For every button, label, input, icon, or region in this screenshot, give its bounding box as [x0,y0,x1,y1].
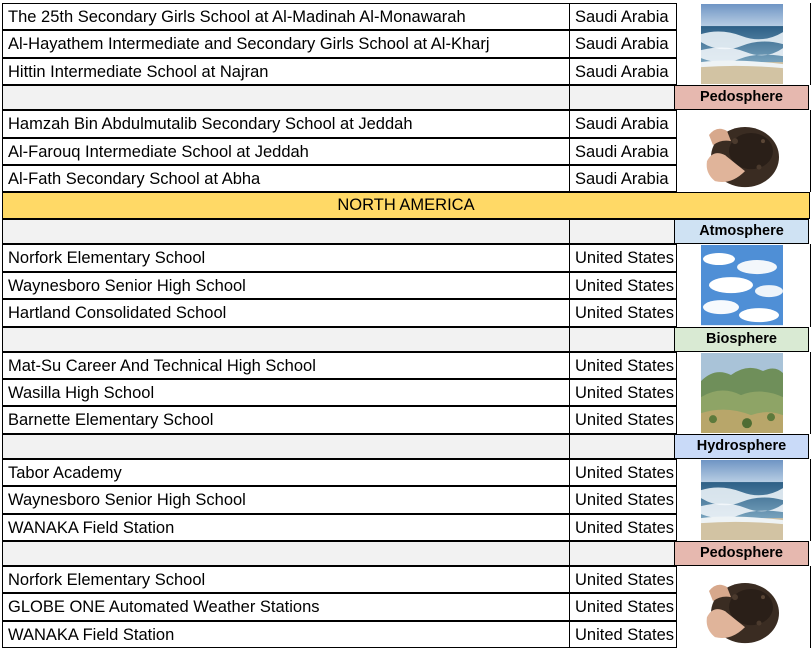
sphere-label: Pedosphere [674,85,809,110]
blank-cell [2,327,570,352]
country-cell: Saudi Arabia [569,58,677,85]
sphere-header-row [2,85,810,110]
school-name-cell: Waynesboro Senior High School [2,486,570,513]
blank-cell [2,541,570,566]
school-name-cell: GLOBE ONE Automated Weather Stations [2,593,570,620]
table-row [2,58,810,85]
sphere-header-row [2,541,810,566]
table-row [2,244,810,271]
school-name-cell: The 25th Secondary Girls School at Al-Madinah Al-Monawarah [2,3,570,30]
blank-cell [2,434,570,459]
table-row [2,566,810,593]
country-cell: Saudi Arabia [569,110,677,137]
table-row [2,110,810,137]
region-header-north-america: NORTH AMERICA [2,192,810,219]
country-cell: United States [569,566,677,593]
country-cell: Saudi Arabia [569,165,677,192]
sphere-label: Atmosphere [674,219,809,244]
table-row [2,272,810,299]
country-cell: United States [569,514,677,541]
blank-cell [2,85,570,110]
sphere-header-row [2,219,810,244]
country-cell: United States [569,406,677,433]
sphere-label: Hydrosphere [674,434,809,459]
ocean-waves-photo [701,4,783,84]
school-name-cell: Barnette Elementary School [2,406,570,433]
blank-cell [569,541,677,566]
soil-in-hands-photo [701,111,783,191]
school-name-cell: WANAKA Field Station [2,621,570,648]
school-name-cell: Al-Hayathem Intermediate and Secondary Girls School at Al-Kharj [2,30,570,57]
table-row [2,406,810,433]
blank-cell [569,434,677,459]
country-cell: United States [569,299,677,326]
table-row [2,379,810,406]
table-row [2,3,810,30]
blank-cell [2,219,570,244]
country-cell: United States [569,379,677,406]
table-row [2,165,810,192]
table-row [2,138,810,165]
table-row [2,459,810,486]
table-row [2,593,810,620]
country-cell: Saudi Arabia [569,3,677,30]
sphere-header-row [2,327,810,352]
school-name-cell: Norfork Elementary School [2,244,570,271]
country-cell: Saudi Arabia [569,138,677,165]
country-cell: United States [569,244,677,271]
school-name-cell: Al-Farouq Intermediate School at Jeddah [2,138,570,165]
cloudy-sky-photo [701,245,783,325]
country-cell: United States [569,352,677,379]
green-hills-photo [701,353,783,433]
sphere-label: Pedosphere [674,541,809,566]
sphere-header-row [2,434,810,459]
ocean-waves-photo [701,460,783,540]
school-name-cell: Tabor Academy [2,459,570,486]
blank-cell [569,327,677,352]
country-cell: United States [569,486,677,513]
country-cell: United States [569,459,677,486]
country-cell: United States [569,621,677,648]
school-name-cell: Mat-Su Career And Technical High School [2,352,570,379]
table-row [2,514,810,541]
blank-cell [569,219,677,244]
country-cell: United States [569,272,677,299]
school-name-cell: Wasilla High School [2,379,570,406]
school-name-cell: WANAKA Field Station [2,514,570,541]
sphere-label: Biosphere [674,327,809,352]
school-name-cell: Hamzah Bin Abdulmutalib Secondary School at Jeddah [2,110,570,137]
table-row [2,299,810,326]
table-row [2,486,810,513]
soil-in-hands-photo [701,567,783,647]
table-row [2,621,810,648]
country-cell: Saudi Arabia [569,30,677,57]
school-name-cell: Waynesboro Senior High School [2,272,570,299]
blank-cell [569,85,677,110]
school-name-cell: Hartland Consolidated School [2,299,570,326]
school-name-cell: Norfork Elementary School [2,566,570,593]
table-row [2,30,810,57]
school-name-cell: Hittin Intermediate School at Najran [2,58,570,85]
school-name-cell: Al-Fath Secondary School at Abha [2,165,570,192]
country-cell: United States [569,593,677,620]
table-row [2,352,810,379]
